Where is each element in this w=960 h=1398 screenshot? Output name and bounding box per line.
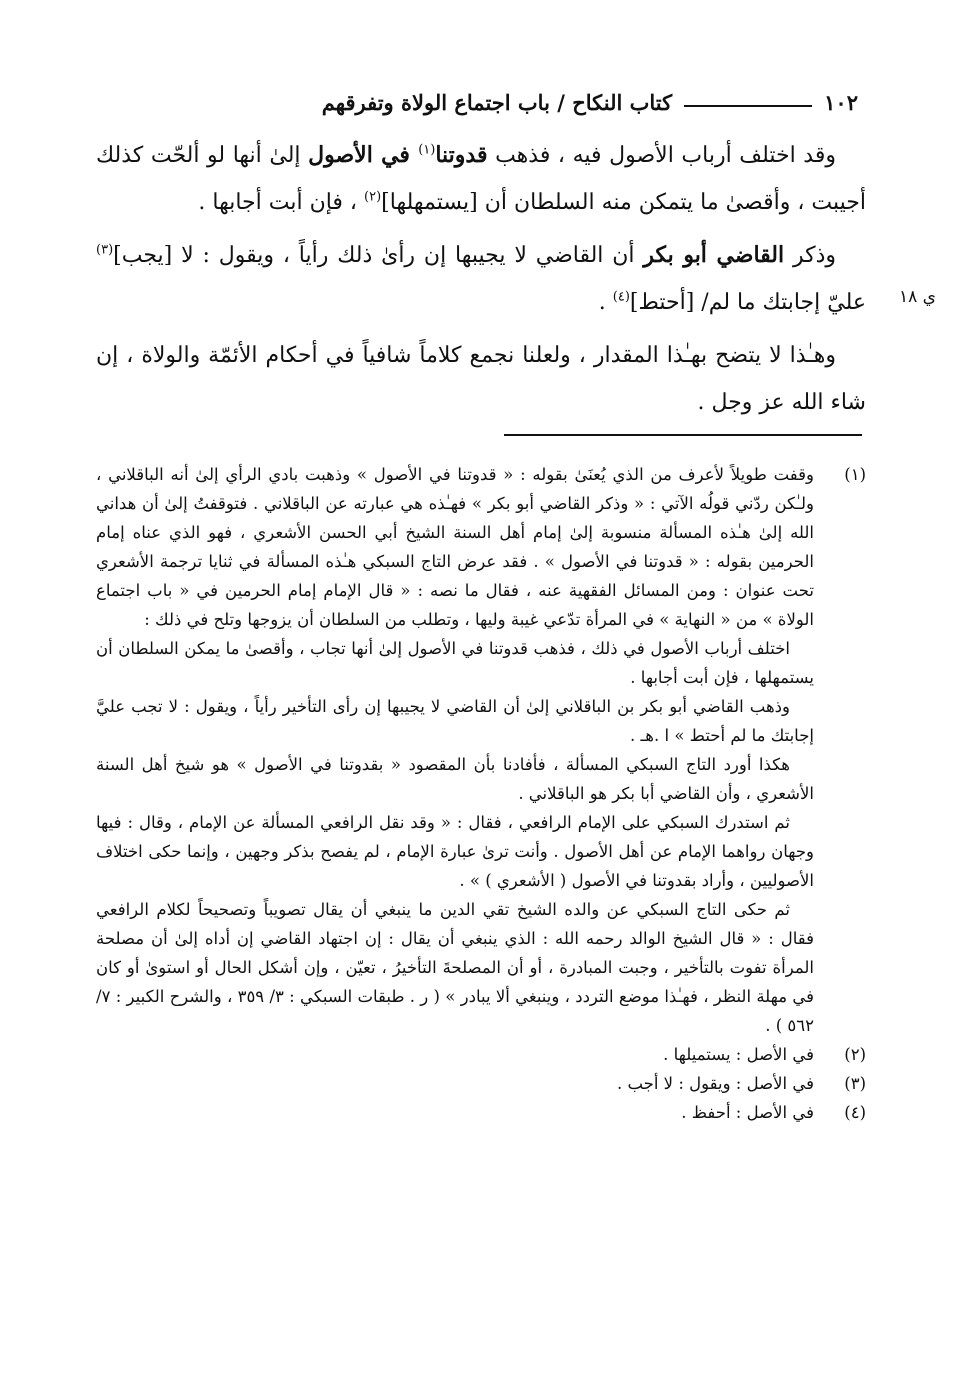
running-header [96,82,858,122]
footnote-1 [96,460,866,1040]
footnote-number: (٢) [844,1045,866,1064]
footnote-1-paragraph: وذهب القاضي أبو بكر بن الباقلاني إلىٰ أن القاضي لا يجيبها إن رأى التأخير رأياً ، ويقول : لا تجب عليَّ إجابتك ما لم أحتط » ا .هـ . [96,697,814,745]
footnote-1-paragraph: ثم استدرك السبكي على الإمام الرافعي ، فقال : « وقد نقل الرافعي المسألة عن الإمام ، وقال : فيها وجهان رواهما الإمام عن أهل الأصول . وأنت ترىٰ عبارة الإمام ، لم يفصح بذكر وجهين ، وإنما حكى اختلاف الأصوليين ، وأراد بقدوتنا في الأصول ( الأشعري ) » . [96,813,814,890]
footnote-4-text: في الأصل : أحفظ . [681,1103,814,1122]
footnote-1-paragraph: هكذا أورد التاج السبكي المسألة ، فأفادنا بأن المقصود « بقدوتنا في الأصول » هو شيخ أهل السنة الأشعري ، وأن القاضي أبا بكر هو الباقلاني . [96,755,814,803]
page-number: ١٠٢ [824,89,858,115]
footnote-separator [504,434,862,436]
footnote-2 [96,1040,866,1069]
footnote-number: (٤) [844,1103,866,1122]
footnote-1-paragraph: ثم حكى التاج السبكي عن والده الشيخ تقي الدين ما ينبغي أن يقال تصويباً وتصحيحاً لكلام الرافعي فقال : « قال الشيخ الوالد رحمه الله : الذي ينبغي أن يقال : إن اجتهاد القاضي إن أداه إلىٰ أن مصلحة المرأة تفوت بالتأخير ، وجبت المبادرة ، أو أن المصلحةَ التأخيرُ ، تعيّن ، وإن أشكل الحال أو استوىٰ أو كان في مهلة النظر ، فهـٰذا موضع التردد ، وينبغي ألا يبادر » ( ر . طبقات السبكي : ٣/ ٣٥٩ ، والشرح الكبير : ٧/ ٥٦٢ ) . [96,900,814,1035]
header-title: كتاب النكاح / باب اجتماع الولاة وتفرقهم [321,89,673,115]
footnote-ref-4[interactable]: (٤) [612,289,630,305]
footnote-2-text: في الأصل : يستميلها . [663,1045,814,1064]
footnote-ref-3[interactable]: (٣) [96,242,114,258]
footnotes [96,460,866,1127]
footnote-ref-1[interactable]: (١) [418,142,436,158]
header-rule [684,105,812,107]
main-text [96,132,866,432]
footnote-1-paragraph: اختلف أرباب الأصول في ذلك ، فذهب قدوتنا في الأصول إلىٰ أنها تجاب ، وأقصىٰ ما يمكن السلطان أن يستمهلها ، فإن أبت أجابها . [96,639,814,687]
footnote-ref-2[interactable]: (٢) [364,189,382,205]
bold-term-qudwatuna: قدوتنا [435,142,488,168]
footnote-number: (١) [844,465,866,484]
footnote-3-text: في الأصل : ويقول : لا أجب . [616,1074,814,1093]
main-paragraph-2: وذكر القاضي أبو بكر أن القاضي لا يجيبها إن رأىٰ ذلك رأياً ، ويقول : لا [يجب]$^{(٣)}$ عليّ إجابتك ما لم/ [أحتط]$^{(٤)}$ . [96,242,866,315]
footnote-1-paragraph: وقفت طويلاً لأعرف من الذي يُعنَىٰ بقوله : « قدوتنا في الأصول » وذهبت بادي الرأي إلىٰ أنه الباقلاني ، ولـٰكن ردّني قولُه الآتي : « وذكر القاضي أبو بكر » فهـٰذه هي عبارته عن الباقلاني . فتوقفتُ إلىٰ أن هداني الله إلىٰ هـٰذه المسألة منسوبة إلىٰ إمام أهل السنة الشيخ أبي الحسن الأشعري ، فهو الذي عناه إمام الحرمين بقوله : « قدوتنا في الأصول » . فقد عرض التاج السبكي هـٰذه المسألة في ثنايا ترجمة الأشعري تحت عنوان : ومن المسائل الفقهية عنه ، فقال ما نصه : « قال الإمام إمام الحرمين في « باب اجتماع الولاة » من « النهاية » في المرأة تدّعي غيبة وليها ، وتطلب من السلطان أن يزوجها وتلح في ذلك : [96,465,814,629]
bold-term-qadi: القاضي أبو بكر [643,242,785,268]
main-paragraph-1: وقد اختلف أرباب الأصول فيه ، فذهب قدوتنا$^{(١)}$ في الأصول إلىٰ أنها لو ألحّت كذلك أجيبت ، وأقصىٰ ما يتمكن منه السلطان أن [يستمهلها]$^{(٢)}$ ، فإن أبت أجابها . [96,142,866,215]
footnote-4 [96,1098,866,1127]
main-paragraph-3: وهـٰذا لا يتضح بهـٰذا المقدار ، ولعلنا نجمع كلاماً شافياً في أحكام الأئمّة والولاة ، إن شاء الله عز وجل . [96,343,866,415]
bold-term-usul: في الأصول [308,142,419,168]
manuscript-folio-note: ي ١٨ [899,287,936,307]
footnote-number: (٣) [844,1074,866,1093]
footnote-3 [96,1069,866,1098]
